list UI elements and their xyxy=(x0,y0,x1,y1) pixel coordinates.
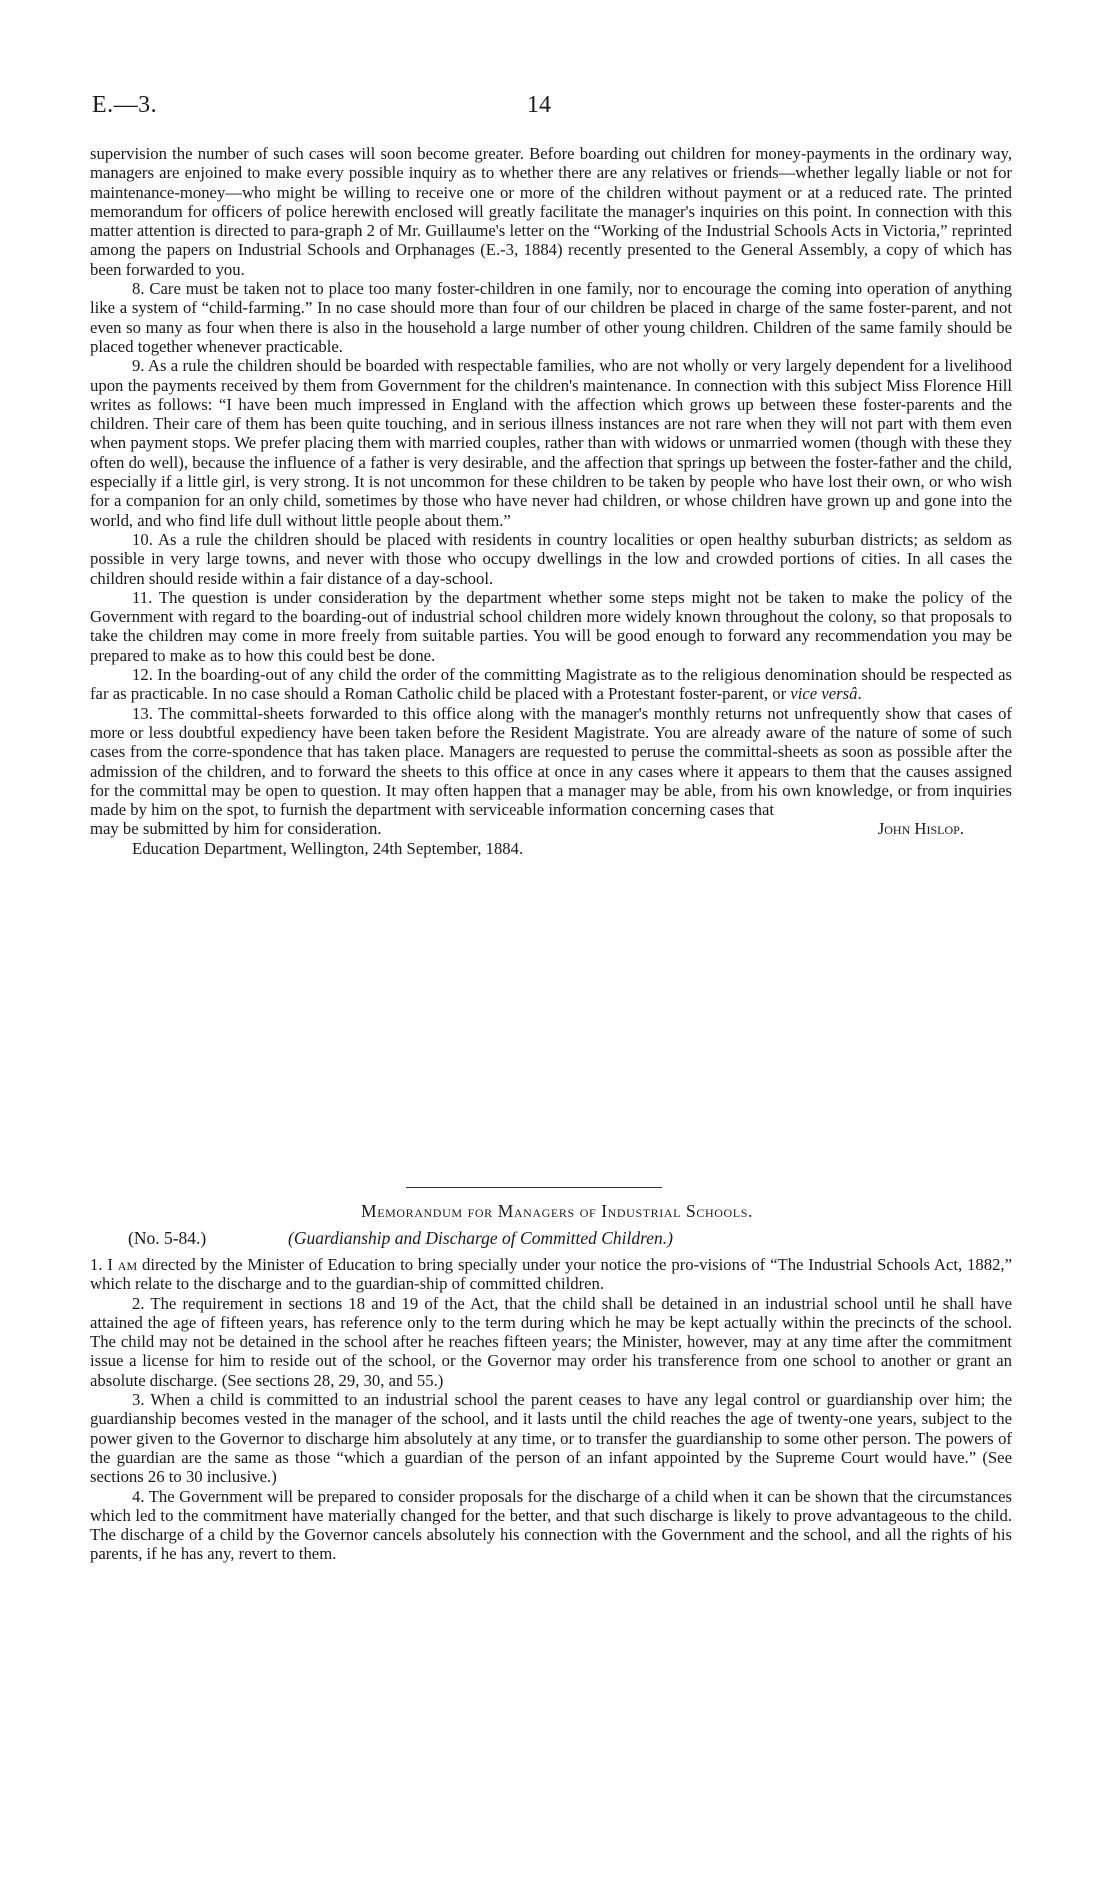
paragraph-8: 8. Care must be taken not to place too many foster-children in one family, nor to encourage the coming into operation of anything like a system of “child-farming.” In no case should more than four of our children be placed in charge of the same foster-parent, and not even so many as four when there is also in the household a large number of other young children. Children of the same family should be placed together whenever practicable. xyxy=(90,279,1012,356)
memo-paragraph-2: 2. The requirement in sections 18 and 19 of the Act, that the child shall be detained in an industrial school until he shall have attained the age of fifteen years, has reference only to the term during which he may be kept actually within the precincts of the school. The child may not be detained in the school after he reaches fifteen years; the Minister, however, may at any time after the commitment issue a license for him to reside out of the school, or the Governor may order his transference from one school to another or grant an absolute discharge. (See sections 28, 29, 30, and 55.) xyxy=(90,1293,1012,1390)
paragraph-9: 9. As a rule the children should be boarded with respectable families, who are not wholly or very largely dependent for a livelihood upon the payments received by them from Government for the children's maintenance. In connection with this subject Miss Florence Hill writes as follows: “I have been much impressed in England with the affection which grows up between these foster-parents and the children. Their care of them has been quite touching, and in serious illness instances are not rare when they will not part with them even when payment stops. We prefer placing them with married couples, rather than with widows or unmarried women (though with these they often do well), because the influence of a father is very desirable, and the affection that springs up between the foster-father and the child, especially if a little girl, is very strong. It is not uncommon for these children to be taken by people who have lost their own, or who wish for a companion for an only child, sometimes by those who have never had children, or whose children have grown up and gone into the world, and who find life dull without little people about them.” xyxy=(90,356,1012,530)
memo-paragraph-1-lead: 1. I am xyxy=(90,1255,138,1274)
document-code: E.—3. xyxy=(92,92,158,118)
paragraph-12-text: 12. In the boarding-out of any child the order of the committing Magistrate as to the religious denomination should be respected as far as practicable. In no case should a Roman Catholic child be placed with a Protestant foster-parent, or xyxy=(90,665,1012,704)
section-divider xyxy=(406,1187,662,1188)
memo-paragraph-1 xyxy=(90,1255,1012,1294)
paragraph-13-last-line: may be submitted by him for consideration. xyxy=(90,819,382,839)
paragraph-12-end: . xyxy=(857,684,862,704)
memo-body xyxy=(90,1255,1012,1564)
report-body xyxy=(90,144,1012,858)
memo-number: (No. 5-84.) xyxy=(128,1228,207,1248)
signature: John Hislop. xyxy=(877,819,964,839)
memo-subtitle-line xyxy=(128,1228,673,1249)
paragraph-12 xyxy=(90,665,1012,704)
paragraph-12-italic: vice versâ xyxy=(790,684,858,704)
paragraph-13: 13. The committal-sheets forwarded to this office along with the manager's monthly returns not unfrequently show that cases of more or less doubtful expediency have been taken before the Resident Magistrate. You are already aware of the nature of some of such cases from the corre-spondence that has taken place. Managers are requested to peruse the committal-sheets as soon as possible after the admission of the children, and to forward the sheets to this office at once in any cases where it appears to them that the causes assigned for the committal may be open to question. It may often happen that a manager may be able, from his own knowledge, or from inquiries made by him on the spot, to furnish the department with serviceable information concerning cases that xyxy=(90,703,1012,820)
memo-paragraph-4: 4. The Government will be prepared to consider proposals for the discharge of a child when it can be shown that the circumstances which led to the commitment have materially changed for the better, and that such discharge is likely to prove advantageous to the child. The discharge of a child by the Governor cancels absolutely his connection with the Government and the school, and all the rights of his parents, if he has any, revert to them. xyxy=(90,1486,1012,1564)
memo-paragraph-1-text: directed by the Minister of Education to bring specially under your notice the pro-visions of “The Industrial Schools Act, 1882,” which relate to the discharge and to the guardian-ship of committed children. xyxy=(90,1255,1012,1294)
memo-title: Memorandum for Managers of Industrial Schools. xyxy=(361,1201,753,1221)
page-number: 14 xyxy=(527,92,551,118)
signature-line xyxy=(90,819,1012,838)
dateline: Education Department, Wellington, 24th September, 1884. xyxy=(132,838,524,858)
paragraph-11: 11. The question is under consideration by the department whether some steps might not be taken to make the policy of the Government with regard to the boarding-out of industrial school children more widely known throughout the colony, so that proposals to take the children may come in more freely from suitable parties. You will be good enough to forward any recommendation you may be prepared to make as to how this could best be done. xyxy=(90,587,1012,665)
memo-subtitle: (Guardianship and Discharge of Committed Children.) xyxy=(288,1228,673,1248)
memo-paragraph-3: 3. When a child is committed to an industrial school the parent ceases to have any legal control or guardianship over him; the guardianship becomes vested in the manager of the school, and it lasts until the child reaches the age of twenty-one years, subject to the power given to the Governor to discharge him absolutely at any time, or to transfer the guardianship to some other person. The powers of the guardian are the same as those “which a guardian of the person of an infant appointed by the Supreme Court would have.” (See sections 26 to 30 inclusive.) xyxy=(90,1390,1012,1487)
paragraph-continuation: supervision the number of such cases will soon become greater. Before boarding out children for money-payments in the ordinary way, managers are enjoined to make every possible inquiry as to whether there are any relatives or friends—whether legally liable or not for maintenance-money—who might be willing to receive one or more of the children without payment or at a reduced rate. The printed memorandum for officers of police herewith enclosed will greatly facilitate the manager's inquiries on this point. In connection with this matter attention is directed to para-graph 2 of Mr. Guillaume's letter on the “Working of the Industrial Schools Acts in Victoria,” reprinted among the papers on Industrial Schools and Orphanages (E.-3, 1884) recently presented to the General Assembly, a copy of which has been forwarded to you. xyxy=(90,144,1012,279)
paragraph-10: 10. As a rule the children should be placed with residents in country localities or open healthy suburban districts; as seldom as possible in very large towns, and never with those who occupy dwellings in the low and crowded portions of cities. In all cases the children should reside within a fair distance of a day-school. xyxy=(90,529,1012,588)
